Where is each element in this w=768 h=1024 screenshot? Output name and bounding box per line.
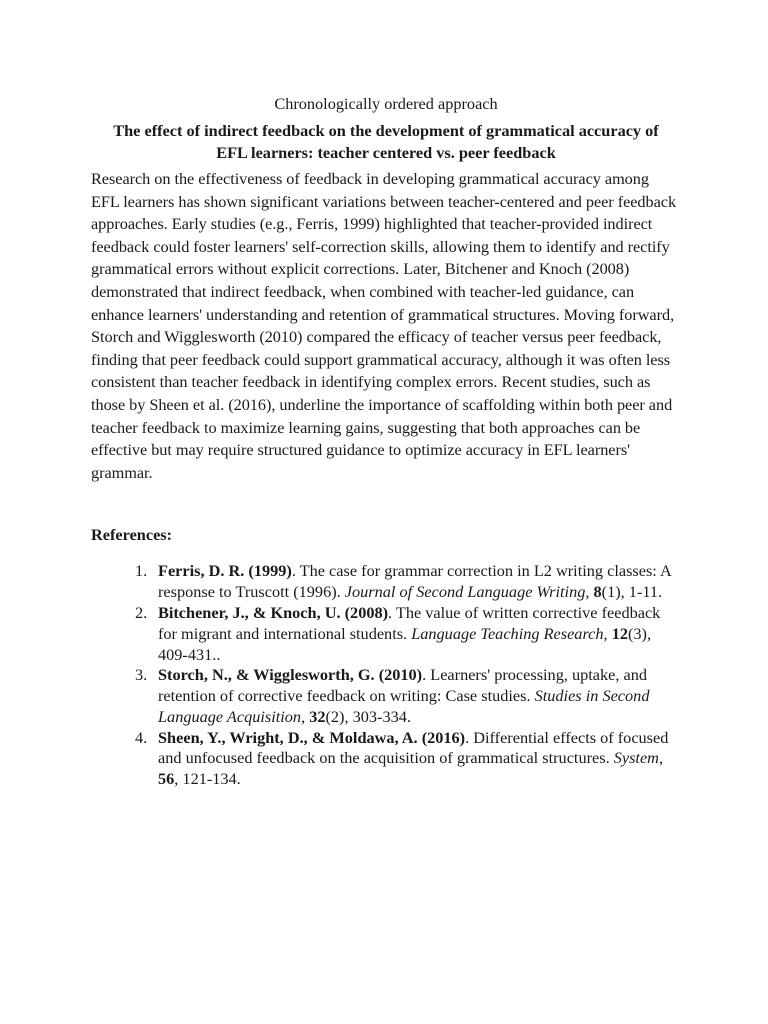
reference-source: System — [613, 748, 659, 768]
reference-separator: , — [301, 706, 310, 726]
reference-authors: Sheen, Y., Wright, D., & Moldawa, A. (2016) — [158, 727, 466, 747]
approach-label: Chronologically ordered approach — [274, 94, 498, 113]
reference-source: Studies in Second Language Acquisition — [158, 686, 650, 726]
reference-volume: 32 — [309, 706, 326, 726]
reference-title: . The case for grammar correction in L2 writing classes: A response to Truscott (1996). — [158, 561, 671, 602]
reference-pages: (3), 409-431.. — [158, 623, 652, 664]
reference-volume: 8 — [593, 582, 602, 602]
reference-title: . Learners' processing, uptake, and retention of corrective feedback on writing: Case studies. — [158, 665, 648, 706]
document-title: The effect of indirect feedback on the development of grammatical accuracy of EFL learners: teacher centered vs. peer feedback — [113, 121, 659, 162]
reference-authors: Ferris, D. R. (1999) — [158, 561, 292, 581]
reference-authors: Bitchener, J., & Knoch, U. (2008) — [158, 602, 389, 622]
reference-pages: (1), 1-11. — [601, 582, 663, 602]
reference-separator: , — [603, 623, 612, 643]
reference-item — [135, 727, 681, 790]
reference-number: 1. — [135, 561, 148, 581]
document-content — [91, 93, 681, 790]
reference-volume: 12 — [611, 623, 628, 643]
reference-number: 2. — [135, 602, 148, 622]
reference-number: 4. — [135, 727, 148, 747]
references-list — [91, 561, 681, 790]
reference-pages: (2), 303-334. — [325, 706, 411, 726]
reference-pages: , 121-134. — [174, 769, 241, 789]
reference-title: . The value of written corrective feedback for migrant and international students. — [158, 602, 661, 643]
reference-number: 3. — [135, 665, 148, 685]
reference-volume: 56 — [158, 769, 175, 789]
reference-title: . Differential effects of focused and unfocused feedback on the acquisition of grammatical structures. — [158, 727, 669, 768]
reference-authors: Storch, N., & Wigglesworth, G. (2010) — [158, 665, 423, 685]
reference-separator: , — [585, 582, 594, 602]
reference-source: Journal of Second Language Writing — [344, 582, 586, 602]
reference-separator: , — [658, 748, 664, 768]
body-paragraph: Research on the effectiveness of feedback in developing grammatical accuracy among EFL learners has shown significant variations between teacher-centered and peer feedback approaches. Early studies (e.g., Ferris, 1999) highlighted that teacher-provided indirect feedback could foster learners' self-correction skills, allowing them to identify and rectify grammatical errors without explicit corrections. Later, Bitchener and Knoch (2008) demonstrated that indirect feedback, when combined with teacher-led guidance, can enhance learners' understanding and retention of grammatical structures. Moving forward, Storch and Wigglesworth (2010) compared the efficacy of teacher versus peer feedback, finding that peer feedback could support grammatical accuracy, although it was often less consistent than teacher feedback in identifying complex errors. Recent studies, such as those by Sheen et al. (2016), underline the importance of scaffolding within both peer and teacher feedback to maximize learning gains, suggesting that both approaches can be effective but may require structured guidance to optimize accuracy in EFL learners' grammar. — [91, 169, 677, 482]
reference-item — [135, 665, 681, 727]
reference-item — [135, 602, 681, 665]
reference-source: Language Teaching Research — [411, 623, 604, 643]
reference-item — [135, 561, 681, 603]
references-heading: References: — [91, 525, 173, 545]
